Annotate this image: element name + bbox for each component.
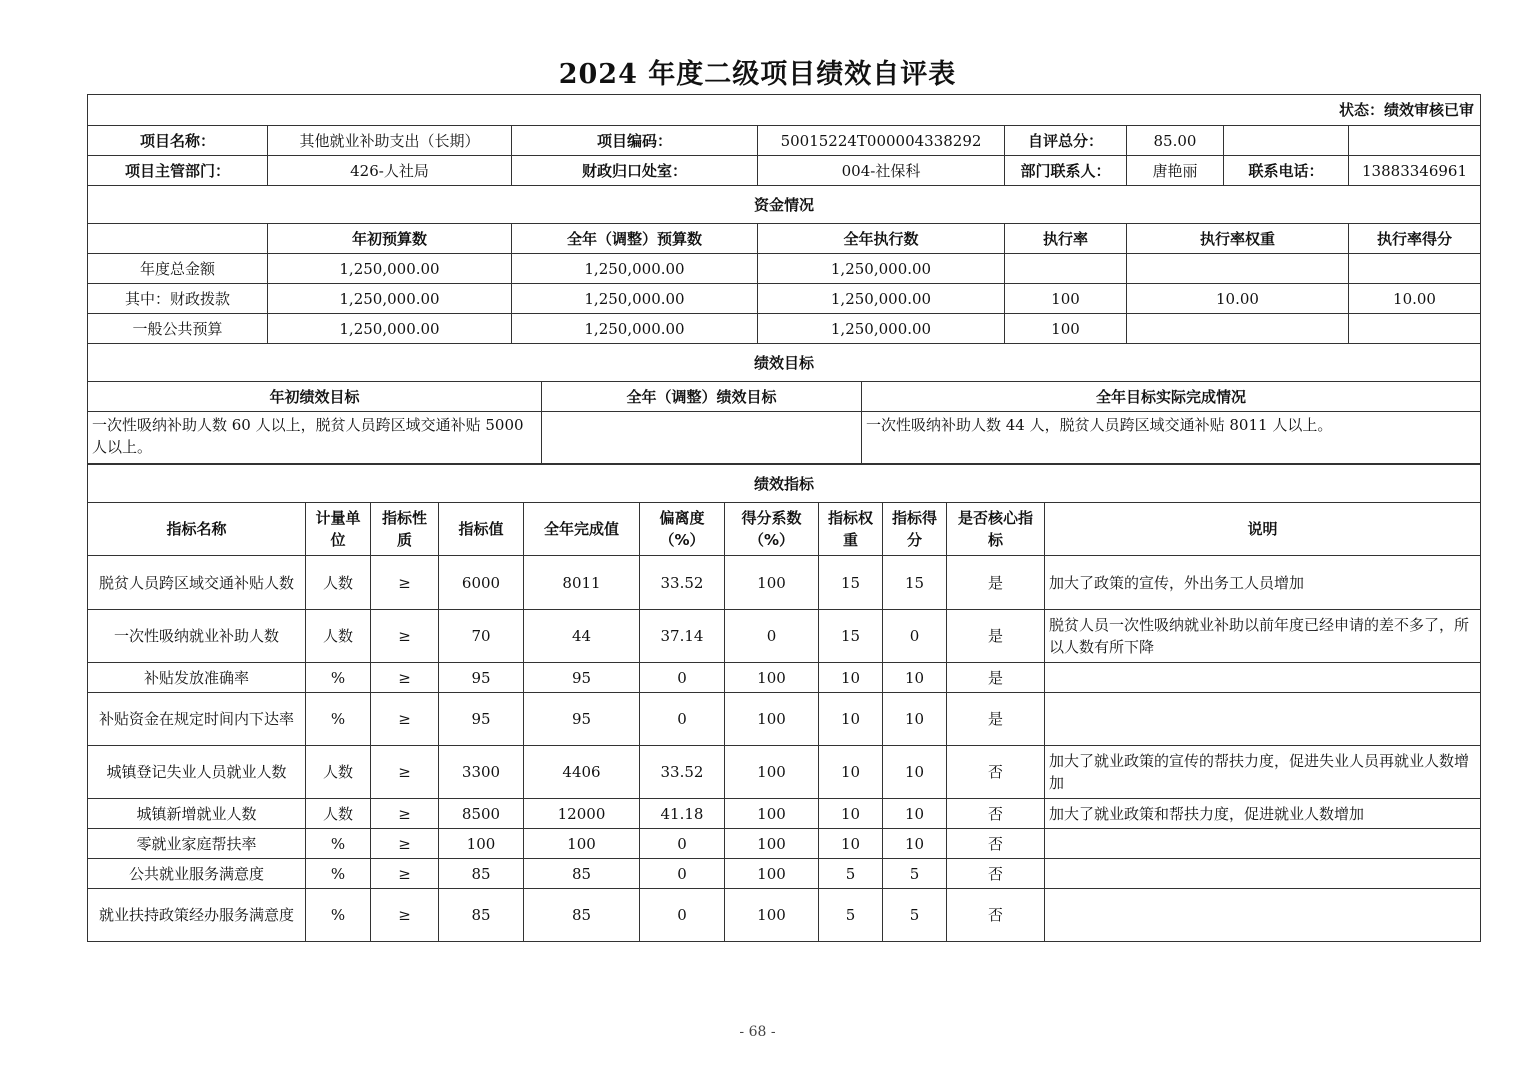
indicator-weight: 15 — [819, 610, 883, 663]
indicator-nature: ≥ — [371, 556, 439, 610]
indicator-actual: 95 — [524, 663, 640, 693]
goals-header: 全年目标实际完成情况 — [862, 382, 1481, 412]
indicator-name: 城镇新增就业人数 — [88, 799, 306, 829]
status-label: 状态：绩效审核已审 — [88, 95, 1481, 126]
indicator-target: 85 — [439, 889, 524, 942]
funds-weight: 10.00 — [1127, 284, 1349, 314]
indicator-name: 就业扶持政策经办服务满意度 — [88, 889, 306, 942]
funds-score — [1349, 254, 1481, 284]
indicator-deviation: 37.14 — [640, 610, 725, 663]
indicator-name: 脱贫人员跨区域交通补贴人数 — [88, 556, 306, 610]
indicator-coef: 100 — [725, 556, 819, 610]
indicator-coef: 100 — [725, 746, 819, 799]
project-name-value: 其他就业补助支出（长期） — [268, 126, 512, 156]
indicator-deviation: 0 — [640, 693, 725, 746]
indicator-header: 指标权重 — [819, 503, 883, 556]
indicator-nature: ≥ — [371, 693, 439, 746]
table-row — [88, 610, 1481, 663]
indicator-coef: 100 — [725, 799, 819, 829]
indicator-weight: 10 — [819, 829, 883, 859]
indicator-score: 10 — [883, 799, 947, 829]
indicator-target: 70 — [439, 610, 524, 663]
indicator-weight: 10 — [819, 663, 883, 693]
empty-cell — [1349, 126, 1481, 156]
indicator-unit: % — [306, 693, 371, 746]
funds-rate — [1005, 254, 1127, 284]
indicator-score: 10 — [883, 829, 947, 859]
indicator-deviation: 33.52 — [640, 556, 725, 610]
goal-adjusted — [542, 412, 862, 464]
indicator-note: 加大了就业政策和帮扶力度，促进就业人数增加 — [1045, 799, 1481, 829]
indicator-unit: 人数 — [306, 556, 371, 610]
funds-adjusted: 1,250,000.00 — [512, 314, 758, 344]
indicator-header: 是否核心指标 — [947, 503, 1045, 556]
indicator-target: 100 — [439, 829, 524, 859]
indicators-section-title: 绩效指标 — [88, 465, 1481, 503]
indicator-weight: 10 — [819, 799, 883, 829]
indicator-unit: % — [306, 829, 371, 859]
indicator-note — [1045, 693, 1481, 746]
funds-header: 执行率权重 — [1127, 224, 1349, 254]
indicator-actual: 8011 — [524, 556, 640, 610]
office-value: 004-社保科 — [758, 156, 1005, 186]
table-row — [88, 889, 1481, 942]
indicator-coef: 100 — [725, 693, 819, 746]
indicator-core: 否 — [947, 889, 1045, 942]
indicator-note — [1045, 889, 1481, 942]
indicator-target: 8500 — [439, 799, 524, 829]
funds-header: 年初预算数 — [268, 224, 512, 254]
funds-weight — [1127, 254, 1349, 284]
contact-value: 唐艳丽 — [1127, 156, 1224, 186]
goals-header: 全年（调整）绩效目标 — [542, 382, 862, 412]
table-row — [88, 829, 1481, 859]
indicator-core: 否 — [947, 799, 1045, 829]
funds-initial: 1,250,000.00 — [268, 284, 512, 314]
indicator-target: 95 — [439, 693, 524, 746]
project-code-value: 50015224T000004338292 — [758, 126, 1005, 156]
score-label: 自评总分： — [1005, 126, 1127, 156]
funds-header: 全年（调整）预算数 — [512, 224, 758, 254]
goals-table — [87, 343, 1481, 464]
funds-row-label: 其中：财政拨款 — [88, 284, 268, 314]
goal-actual: 一次性吸纳补助人数 44 人，脱贫人员跨区域交通补贴 8011 人以上。 — [862, 412, 1481, 464]
indicator-nature: ≥ — [371, 799, 439, 829]
indicator-unit: % — [306, 859, 371, 889]
indicators-table — [87, 464, 1481, 942]
indicator-note: 脱贫人员一次性吸纳就业补助以前年度已经申请的差不多了，所以人数有所下降 — [1045, 610, 1481, 663]
indicator-coef: 100 — [725, 663, 819, 693]
indicator-coef: 100 — [725, 889, 819, 942]
funds-score: 10.00 — [1349, 284, 1481, 314]
funds-initial: 1,250,000.00 — [268, 254, 512, 284]
funds-executed: 1,250,000.00 — [758, 284, 1005, 314]
dept-label: 项目主管部门： — [88, 156, 268, 186]
indicator-actual: 12000 — [524, 799, 640, 829]
indicator-note — [1045, 829, 1481, 859]
table-row — [88, 799, 1481, 829]
indicator-target: 95 — [439, 663, 524, 693]
phone-value: 13883346961 — [1349, 156, 1481, 186]
table-row — [88, 693, 1481, 746]
indicator-actual: 95 — [524, 693, 640, 746]
indicator-header: 说明 — [1045, 503, 1481, 556]
indicator-unit: % — [306, 889, 371, 942]
funds-executed: 1,250,000.00 — [758, 254, 1005, 284]
funds-executed: 1,250,000.00 — [758, 314, 1005, 344]
indicator-nature: ≥ — [371, 746, 439, 799]
indicator-score: 15 — [883, 556, 947, 610]
indicator-note: 加大了就业政策的宣传的帮扶力度，促进失业人员再就业人数增加 — [1045, 746, 1481, 799]
indicator-unit: 人数 — [306, 799, 371, 829]
indicator-score: 0 — [883, 610, 947, 663]
indicator-weight: 10 — [819, 693, 883, 746]
indicator-weight: 10 — [819, 746, 883, 799]
table-row — [88, 284, 1481, 314]
indicator-note: 加大了政策的宣传，外出务工人员增加 — [1045, 556, 1481, 610]
page-title: 2024 年度二级项目绩效自评表 — [558, 59, 957, 90]
indicator-core: 是 — [947, 663, 1045, 693]
indicator-name: 补贴发放准确率 — [88, 663, 306, 693]
contact-label: 部门联系人： — [1005, 156, 1127, 186]
phone-label: 联系电话： — [1224, 156, 1349, 186]
indicator-name: 公共就业服务满意度 — [88, 859, 306, 889]
indicator-score: 10 — [883, 746, 947, 799]
indicator-core: 否 — [947, 746, 1045, 799]
indicator-coef: 100 — [725, 859, 819, 889]
indicator-actual: 100 — [524, 829, 640, 859]
goals-section-title: 绩效目标 — [88, 344, 1481, 382]
indicator-score: 5 — [883, 859, 947, 889]
indicator-deviation: 41.18 — [640, 799, 725, 829]
table-row — [88, 254, 1481, 284]
goal-initial: 一次性吸纳补助人数 60 人以上，脱贫人员跨区域交通补贴 5000 人以上。 — [88, 412, 542, 464]
indicator-actual: 85 — [524, 859, 640, 889]
indicator-actual: 85 — [524, 889, 640, 942]
funds-initial: 1,250,000.00 — [268, 314, 512, 344]
indicator-weight: 5 — [819, 859, 883, 889]
indicator-score: 10 — [883, 693, 947, 746]
project-name-label: 项目名称： — [88, 126, 268, 156]
funds-header: 全年执行数 — [758, 224, 1005, 254]
indicator-target: 85 — [439, 859, 524, 889]
indicator-nature: ≥ — [371, 663, 439, 693]
indicator-nature: ≥ — [371, 829, 439, 859]
indicator-core: 是 — [947, 693, 1045, 746]
table-row — [88, 746, 1481, 799]
indicator-target: 6000 — [439, 556, 524, 610]
indicator-score: 5 — [883, 889, 947, 942]
funds-row-label: 年度总金额 — [88, 254, 268, 284]
indicator-nature: ≥ — [371, 859, 439, 889]
indicator-weight: 5 — [819, 889, 883, 942]
indicator-nature: ≥ — [371, 610, 439, 663]
funds-adjusted: 1,250,000.00 — [512, 254, 758, 284]
indicator-coef: 0 — [725, 610, 819, 663]
table-row — [88, 663, 1481, 693]
indicator-name: 一次性吸纳就业补助人数 — [88, 610, 306, 663]
office-label: 财政归口处室： — [512, 156, 758, 186]
indicator-header: 偏离度（%） — [640, 503, 725, 556]
indicator-weight: 15 — [819, 556, 883, 610]
indicator-header: 全年完成值 — [524, 503, 640, 556]
funds-header: 执行率 — [1005, 224, 1127, 254]
table-row — [88, 314, 1481, 344]
indicator-deviation: 0 — [640, 829, 725, 859]
indicator-unit: 人数 — [306, 610, 371, 663]
funds-weight — [1127, 314, 1349, 344]
empty-cell — [88, 224, 268, 254]
indicator-header: 指标值 — [439, 503, 524, 556]
indicator-unit: % — [306, 663, 371, 693]
funds-row-label: 一般公共预算 — [88, 314, 268, 344]
funds-adjusted: 1,250,000.00 — [512, 284, 758, 314]
indicator-actual: 4406 — [524, 746, 640, 799]
funds-section-title: 资金情况 — [88, 186, 1481, 224]
indicator-target: 3300 — [439, 746, 524, 799]
indicator-note — [1045, 859, 1481, 889]
funds-rate: 100 — [1005, 314, 1127, 344]
indicator-header: 指标得分 — [883, 503, 947, 556]
indicator-deviation: 0 — [640, 889, 725, 942]
indicator-deviation: 0 — [640, 663, 725, 693]
indicator-nature: ≥ — [371, 889, 439, 942]
indicator-header: 计量单位 — [306, 503, 371, 556]
indicator-deviation: 33.52 — [640, 746, 725, 799]
indicator-rows — [88, 556, 1481, 942]
funds-header: 执行率得分 — [1349, 224, 1481, 254]
empty-cell — [1224, 126, 1349, 156]
indicator-header: 得分系数（%） — [725, 503, 819, 556]
goals-header: 年初绩效目标 — [88, 382, 542, 412]
indicator-header: 指标名称 — [88, 503, 306, 556]
funds-rate: 100 — [1005, 284, 1127, 314]
indicator-core: 否 — [947, 859, 1045, 889]
indicator-core: 否 — [947, 829, 1045, 859]
indicator-core: 是 — [947, 556, 1045, 610]
project-code-label: 项目编码： — [512, 126, 758, 156]
indicator-actual: 44 — [524, 610, 640, 663]
score-value: 85.00 — [1127, 126, 1224, 156]
indicator-unit: 人数 — [306, 746, 371, 799]
indicator-name: 零就业家庭帮扶率 — [88, 829, 306, 859]
indicator-name: 城镇登记失业人员就业人数 — [88, 746, 306, 799]
indicator-score: 10 — [883, 663, 947, 693]
indicator-header: 指标性质 — [371, 503, 439, 556]
indicator-coef: 100 — [725, 829, 819, 859]
indicator-deviation: 0 — [640, 859, 725, 889]
indicator-core: 是 — [947, 610, 1045, 663]
funds-table — [87, 94, 1481, 344]
table-row — [88, 556, 1481, 610]
indicator-note — [1045, 663, 1481, 693]
page-number: - 68 - — [739, 1024, 776, 1040]
indicator-name: 补贴资金在规定时间内下达率 — [88, 693, 306, 746]
dept-value: 426-人社局 — [268, 156, 512, 186]
table-row — [88, 859, 1481, 889]
funds-score — [1349, 314, 1481, 344]
